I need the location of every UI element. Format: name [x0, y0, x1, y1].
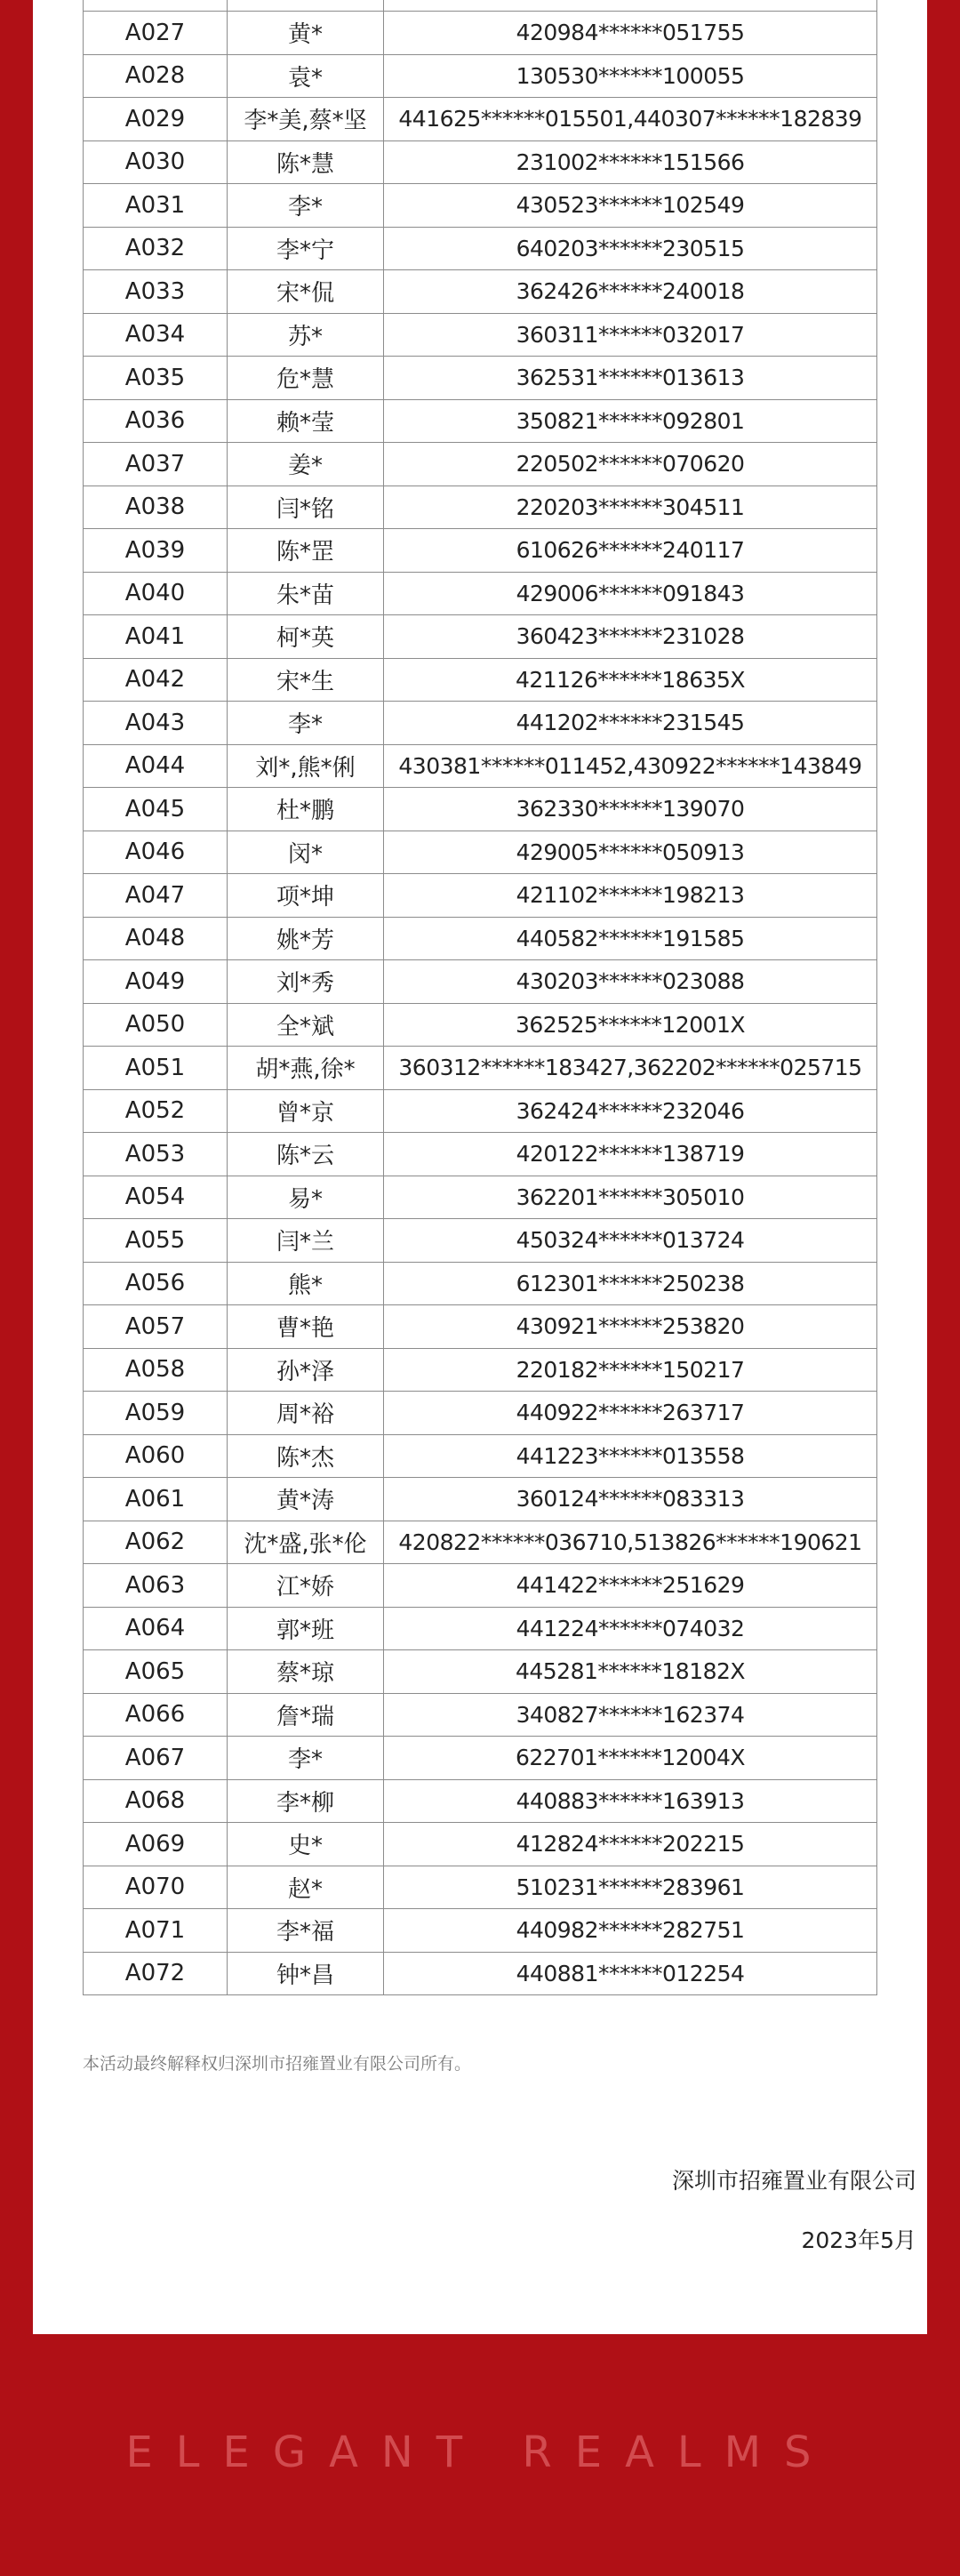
winner-name-cell: 闫*兰: [228, 1219, 384, 1263]
table-row: [84, 658, 877, 702]
table-row: [84, 917, 877, 960]
winner-number-cell: A041: [84, 615, 228, 659]
winner-id-cell: 440982******282751: [384, 1909, 877, 1953]
winner-id-cell: 429005******050913: [384, 831, 877, 874]
winner-name-cell: 李*福: [228, 1909, 384, 1953]
table-row: [84, 313, 877, 357]
table-row: [84, 227, 877, 270]
winner-name-cell: 陈*慧: [228, 140, 384, 184]
winner-number-cell: A043: [84, 702, 228, 745]
winner-number-cell: A030: [84, 140, 228, 184]
winner-number-cell: A048: [84, 917, 228, 960]
winner-number-cell: A070: [84, 1866, 228, 1909]
winner-number-cell: A061: [84, 1478, 228, 1521]
winner-name-cell: 曾*京: [228, 1089, 384, 1133]
winner-number-cell: [84, 0, 228, 12]
table-row: [84, 1607, 877, 1650]
table-row: [84, 1866, 877, 1909]
document-page: [33, 0, 927, 2334]
winner-name-cell: 李*柳: [228, 1779, 384, 1823]
winner-number-cell: A034: [84, 313, 228, 357]
winner-id-cell: 362424******232046: [384, 1089, 877, 1133]
winner-name-cell: 赖*莹: [228, 399, 384, 443]
winner-number-cell: A029: [84, 98, 228, 141]
table-row: [84, 443, 877, 486]
winner-name-cell: 袁*: [228, 54, 384, 98]
winner-number-cell: A039: [84, 529, 228, 573]
winner-number-cell: A050: [84, 1003, 228, 1047]
winner-name-cell: 李*宁: [228, 227, 384, 270]
winner-id-cell: 220203******304511: [384, 486, 877, 529]
table-row: [84, 1564, 877, 1608]
table-row: [84, 1693, 877, 1737]
winner-name-cell: 朱*苗: [228, 572, 384, 615]
winner-number-cell: A042: [84, 658, 228, 702]
winner-number-cell: A071: [84, 1909, 228, 1953]
winner-name-cell: 李*: [228, 1737, 384, 1780]
winner-id-cell: 440922******263717: [384, 1392, 877, 1435]
footer-brand-wordmark: ELEGANT REALMS: [125, 2428, 835, 2477]
winner-name-cell: 史*: [228, 1823, 384, 1866]
winner-number-cell: A066: [84, 1693, 228, 1737]
winner-id-cell: 450324******013724: [384, 1219, 877, 1263]
table-row: [84, 1650, 877, 1694]
winner-id-cell: 220182******150217: [384, 1348, 877, 1392]
winner-id-cell: 610626******240117: [384, 529, 877, 573]
winner-name-cell: 苏*: [228, 313, 384, 357]
winner-number-cell: A037: [84, 443, 228, 486]
winner-number-cell: A067: [84, 1737, 228, 1780]
table-row: [84, 702, 877, 745]
table-row: [84, 1348, 877, 1392]
table-row: [84, 1133, 877, 1176]
table-row: [84, 572, 877, 615]
winner-id-cell: 360312******183427,362202******025715: [384, 1047, 877, 1090]
winner-name-cell: 曹*艳: [228, 1305, 384, 1349]
winner-name-cell: 钟*昌: [228, 1952, 384, 1995]
winner-id-cell: 441422******251629: [384, 1564, 877, 1608]
winner-id-cell: 445281******18182X: [384, 1650, 877, 1694]
winner-id-cell: [384, 0, 877, 12]
winner-number-cell: A060: [84, 1434, 228, 1478]
winner-id-cell: 640203******230515: [384, 227, 877, 270]
winner-number-cell: A028: [84, 54, 228, 98]
winner-id-cell: 510231******283961: [384, 1866, 877, 1909]
winner-id-cell: 350821******092801: [384, 399, 877, 443]
table-row: [84, 357, 877, 400]
winner-name-cell: 黄*涛: [228, 1478, 384, 1521]
winner-name-cell: 沈*盛,张*伦: [228, 1521, 384, 1564]
winner-name-cell: 郭*班: [228, 1607, 384, 1650]
winner-id-cell: 440582******191585: [384, 917, 877, 960]
table-row: [84, 1952, 877, 1995]
table-row: [84, 1521, 877, 1564]
winner-number-cell: A058: [84, 1348, 228, 1392]
winner-id-cell: 360423******231028: [384, 615, 877, 659]
winner-id-cell: 362426******240018: [384, 270, 877, 314]
winner-name-cell: 闵*: [228, 831, 384, 874]
winner-name-cell: 刘*秀: [228, 960, 384, 1004]
winner-id-cell: 441625******015501,440307******182839: [384, 98, 877, 141]
winner-id-cell: 130530******100055: [384, 54, 877, 98]
table-row: [84, 1823, 877, 1866]
winner-name-cell: 胡*燕,徐*: [228, 1047, 384, 1090]
winner-number-cell: A051: [84, 1047, 228, 1090]
winner-number-cell: A054: [84, 1176, 228, 1219]
winner-name-cell: 项*坤: [228, 874, 384, 918]
table-row: [84, 1392, 877, 1435]
winner-id-cell: 362330******139070: [384, 788, 877, 831]
table-row: [84, 12, 877, 55]
winner-id-cell: 360311******032017: [384, 313, 877, 357]
winner-number-cell: A055: [84, 1219, 228, 1263]
winner-id-cell: 430203******023088: [384, 960, 877, 1004]
winner-id-cell: 420122******138719: [384, 1133, 877, 1176]
winner-name-cell: 熊*: [228, 1262, 384, 1305]
table-row: [84, 1305, 877, 1349]
table-row: [84, 529, 877, 573]
winner-number-cell: A047: [84, 874, 228, 918]
winner-number-cell: A064: [84, 1607, 228, 1650]
winner-number-cell: A036: [84, 399, 228, 443]
winner-id-cell: 420984******051755: [384, 12, 877, 55]
table-row: [84, 1779, 877, 1823]
winner-name-cell: 李*: [228, 702, 384, 745]
winner-number-cell: A032: [84, 227, 228, 270]
winner-id-cell: 231002******151566: [384, 140, 877, 184]
winner-id-cell: 440881******012254: [384, 1952, 877, 1995]
winner-name-cell: [228, 0, 384, 12]
winner-id-cell: 441223******013558: [384, 1434, 877, 1478]
table-row: [84, 1478, 877, 1521]
winner-number-cell: A027: [84, 12, 228, 55]
signature-date: 2023年5月: [801, 2227, 916, 2253]
winner-number-cell: A059: [84, 1392, 228, 1435]
table-row: [84, 1089, 877, 1133]
winner-name-cell: 易*: [228, 1176, 384, 1219]
winner-name-cell: 周*裕: [228, 1392, 384, 1435]
winner-number-cell: A045: [84, 788, 228, 831]
winners-table: [83, 0, 877, 1995]
winner-name-cell: 宋*生: [228, 658, 384, 702]
winner-number-cell: A068: [84, 1779, 228, 1823]
winner-number-cell: A044: [84, 744, 228, 788]
winner-id-cell: 420822******036710,513826******190621: [384, 1521, 877, 1564]
table-row: [84, 1003, 877, 1047]
winner-id-cell: 622701******12004X: [384, 1737, 877, 1780]
winner-id-cell: 220502******070620: [384, 443, 877, 486]
winner-id-cell: 362201******305010: [384, 1176, 877, 1219]
winner-number-cell: A069: [84, 1823, 228, 1866]
winner-id-cell: 430921******253820: [384, 1305, 877, 1349]
table-row: [84, 0, 877, 12]
table-row: [84, 54, 877, 98]
winner-id-cell: 421126******18635X: [384, 658, 877, 702]
winner-name-cell: 蔡*琼: [228, 1650, 384, 1694]
winner-name-cell: 危*慧: [228, 357, 384, 400]
winner-name-cell: 姜*: [228, 443, 384, 486]
winner-name-cell: 黄*: [228, 12, 384, 55]
winner-id-cell: 440883******163913: [384, 1779, 877, 1823]
winner-name-cell: 闫*铭: [228, 486, 384, 529]
winner-id-cell: 360124******083313: [384, 1478, 877, 1521]
table-row: [84, 1219, 877, 1263]
table-row: [84, 399, 877, 443]
winner-name-cell: 陈*杰: [228, 1434, 384, 1478]
winner-number-cell: A062: [84, 1521, 228, 1564]
table-row: [84, 615, 877, 659]
winner-name-cell: 柯*英: [228, 615, 384, 659]
table-row: [84, 788, 877, 831]
winner-name-cell: 宋*侃: [228, 270, 384, 314]
winner-name-cell: 李*: [228, 184, 384, 228]
winner-number-cell: A057: [84, 1305, 228, 1349]
winner-id-cell: 430523******102549: [384, 184, 877, 228]
table-row: [84, 831, 877, 874]
winner-number-cell: A049: [84, 960, 228, 1004]
winner-number-cell: A031: [84, 184, 228, 228]
winner-name-cell: 刘*,熊*俐: [228, 744, 384, 788]
winner-number-cell: A040: [84, 572, 228, 615]
winner-name-cell: 姚*芳: [228, 917, 384, 960]
winner-id-cell: 441202******231545: [384, 702, 877, 745]
winner-number-cell: A053: [84, 1133, 228, 1176]
winner-number-cell: A052: [84, 1089, 228, 1133]
winner-number-cell: A035: [84, 357, 228, 400]
table-row: [84, 1176, 877, 1219]
table-row: [84, 98, 877, 141]
table-row: [84, 1434, 877, 1478]
table-row: [84, 270, 877, 314]
winner-name-cell: 詹*瑞: [228, 1693, 384, 1737]
disclaimer-text: 本活动最终解释权归深圳市招雍置业有限公司所有。: [83, 2054, 472, 2074]
winner-number-cell: A063: [84, 1564, 228, 1608]
winner-id-cell: 340827******162374: [384, 1693, 877, 1737]
winner-name-cell: 杜*鹏: [228, 788, 384, 831]
winner-name-cell: 全*斌: [228, 1003, 384, 1047]
winner-id-cell: 421102******198213: [384, 874, 877, 918]
winner-id-cell: 412824******202215: [384, 1823, 877, 1866]
winners-table-body: [84, 0, 877, 1995]
winner-id-cell: 362525******12001X: [384, 1003, 877, 1047]
winner-number-cell: A056: [84, 1262, 228, 1305]
table-row: [84, 744, 877, 788]
table-row: [84, 960, 877, 1004]
winner-name-cell: 江*娇: [228, 1564, 384, 1608]
table-row: [84, 1909, 877, 1953]
table-row: [84, 874, 877, 918]
winner-name-cell: 赵*: [228, 1866, 384, 1909]
winner-number-cell: A046: [84, 831, 228, 874]
table-row: [84, 140, 877, 184]
table-row: [84, 1262, 877, 1305]
winner-number-cell: A065: [84, 1650, 228, 1694]
winner-number-cell: A072: [84, 1952, 228, 1995]
winner-id-cell: 430381******011452,430922******143849: [384, 744, 877, 788]
company-signature: 深圳市招雍置业有限公司: [671, 2168, 916, 2194]
winner-name-cell: 孙*泽: [228, 1348, 384, 1392]
winner-id-cell: 612301******250238: [384, 1262, 877, 1305]
table-row: [84, 184, 877, 228]
winner-id-cell: 441224******074032: [384, 1607, 877, 1650]
table-row: [84, 486, 877, 529]
winner-id-cell: 429006******091843: [384, 572, 877, 615]
table-row: [84, 1737, 877, 1780]
winner-name-cell: 陈*云: [228, 1133, 384, 1176]
winner-name-cell: 陈*罡: [228, 529, 384, 573]
winner-number-cell: A033: [84, 270, 228, 314]
table-row: [84, 1047, 877, 1090]
winner-name-cell: 李*美,蔡*坚: [228, 98, 384, 141]
winner-number-cell: A038: [84, 486, 228, 529]
winner-id-cell: 362531******013613: [384, 357, 877, 400]
